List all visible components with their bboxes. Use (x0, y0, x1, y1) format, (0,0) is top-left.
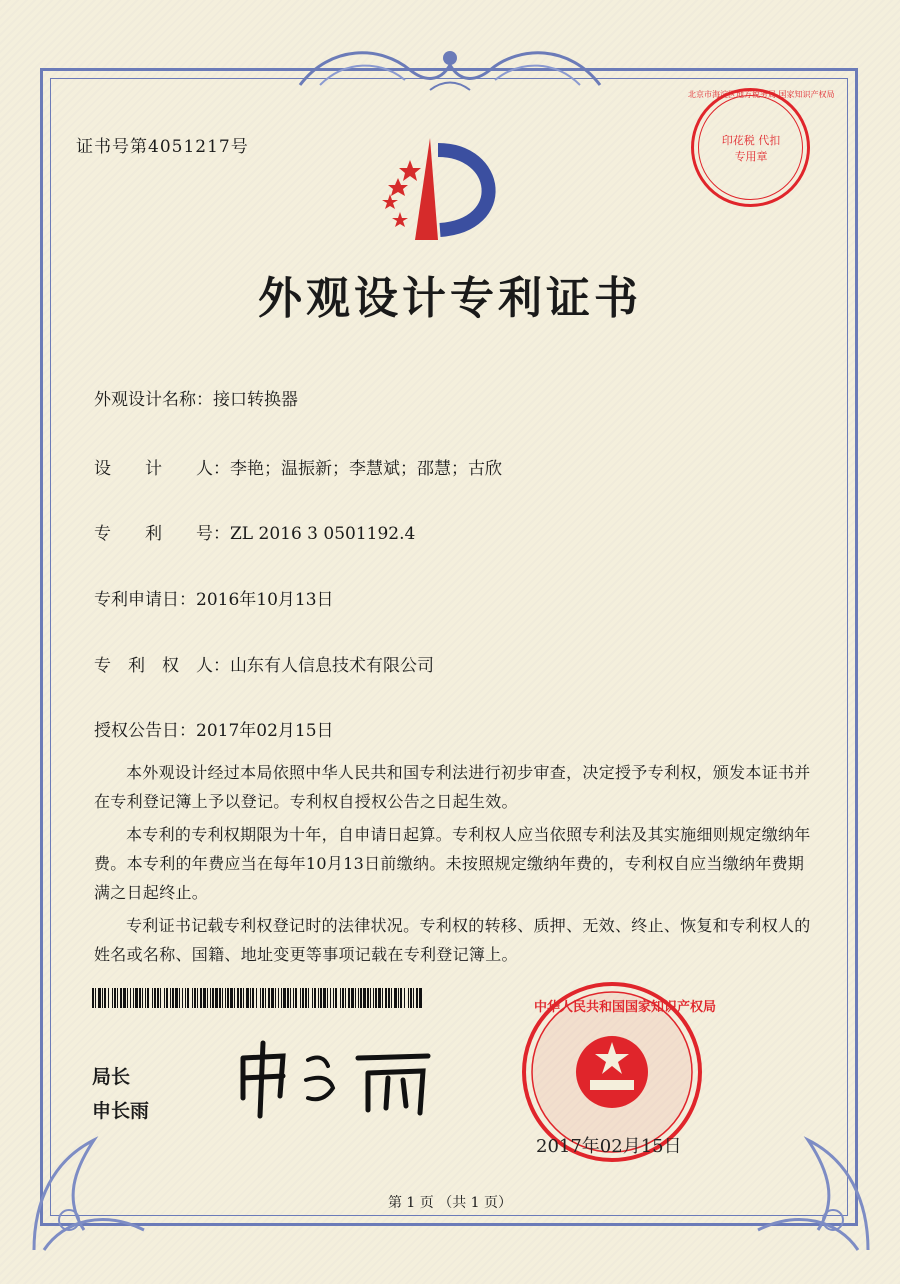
tax-stamp-text: 北京市海淀区地方税务局 国家知识产权局 (688, 90, 835, 99)
field-label: 专 利 权 人： (94, 656, 230, 676)
field-value: ZL 2016 3 0501192.4 (230, 524, 416, 544)
barcode-bar (419, 988, 422, 1008)
barcode (92, 988, 422, 1008)
corner-ornament-icon (738, 1100, 878, 1260)
field-application-date (94, 585, 334, 610)
tax-stamp-center: 印花税 代扣专用章 (721, 134, 781, 163)
seal-text: 中华人民共和国国家知识产权局 (534, 1000, 717, 1015)
certificate-title: 外观设计专利证书 (258, 273, 642, 324)
field-value: 山东有人信息技术有限公司 (230, 656, 434, 676)
field-label: 专 利 号： (94, 524, 230, 544)
seal-date: 2017年02月15日 (536, 1136, 682, 1157)
certificate-number: 证书号第4051217号 (76, 137, 249, 157)
field-value: 李艳；温振新；李慧斌；邵慧；古欣 (230, 459, 502, 479)
field-grant-date (94, 716, 334, 741)
field-label: 授权公告日： (94, 721, 196, 741)
director-title: 局长 (92, 1066, 131, 1088)
field-label: 设 计 人： (94, 459, 230, 479)
patent-office-logo-icon (360, 130, 520, 250)
top-ornament-icon (290, 40, 610, 100)
field-patent-number (94, 519, 415, 544)
field-patentee (94, 651, 434, 676)
tax-stamp (688, 85, 835, 210)
field-value: 2016年10月13日 (196, 590, 334, 610)
director-name: 申长雨 (92, 1100, 150, 1122)
body-paragraph: 专利证书记载专利权登记时的法律状况。专利权的转移、质押、无效、终止、恢复和专利权人的姓名或名称、国籍、地址变更等事项记载在专利登记簿上。 (94, 916, 811, 964)
field-label: 外观设计名称： (94, 390, 213, 410)
certificate-body (94, 758, 814, 973)
corner-ornament-icon (24, 1100, 164, 1260)
body-paragraph: 本专利的专利权期限为十年，自申请日起算。专利权人应当依照专利法及其实施细则规定缴纳年费。本专利的年费应当在每年10月13日前缴纳。未按照规定缴纳年费的，专利权自应当缴纳年费期满之日起终止。 (94, 825, 811, 902)
field-value: 接口转换器 (213, 390, 298, 410)
body-paragraph: 本外观设计经过本局依照中华人民共和国专利法进行初步审查，决定授予专利权，颁发本证书并在专利登记簿上予以登记。专利权自授权公告之日起生效。 (94, 763, 811, 811)
field-designers (94, 454, 502, 479)
page-number: 第 1 页 （共 1 页） (387, 1195, 513, 1211)
field-label: 专利申请日： (94, 590, 196, 610)
field-value: 2017年02月15日 (196, 721, 334, 741)
director-signature (228, 1038, 438, 1120)
field-design-name (94, 385, 298, 410)
